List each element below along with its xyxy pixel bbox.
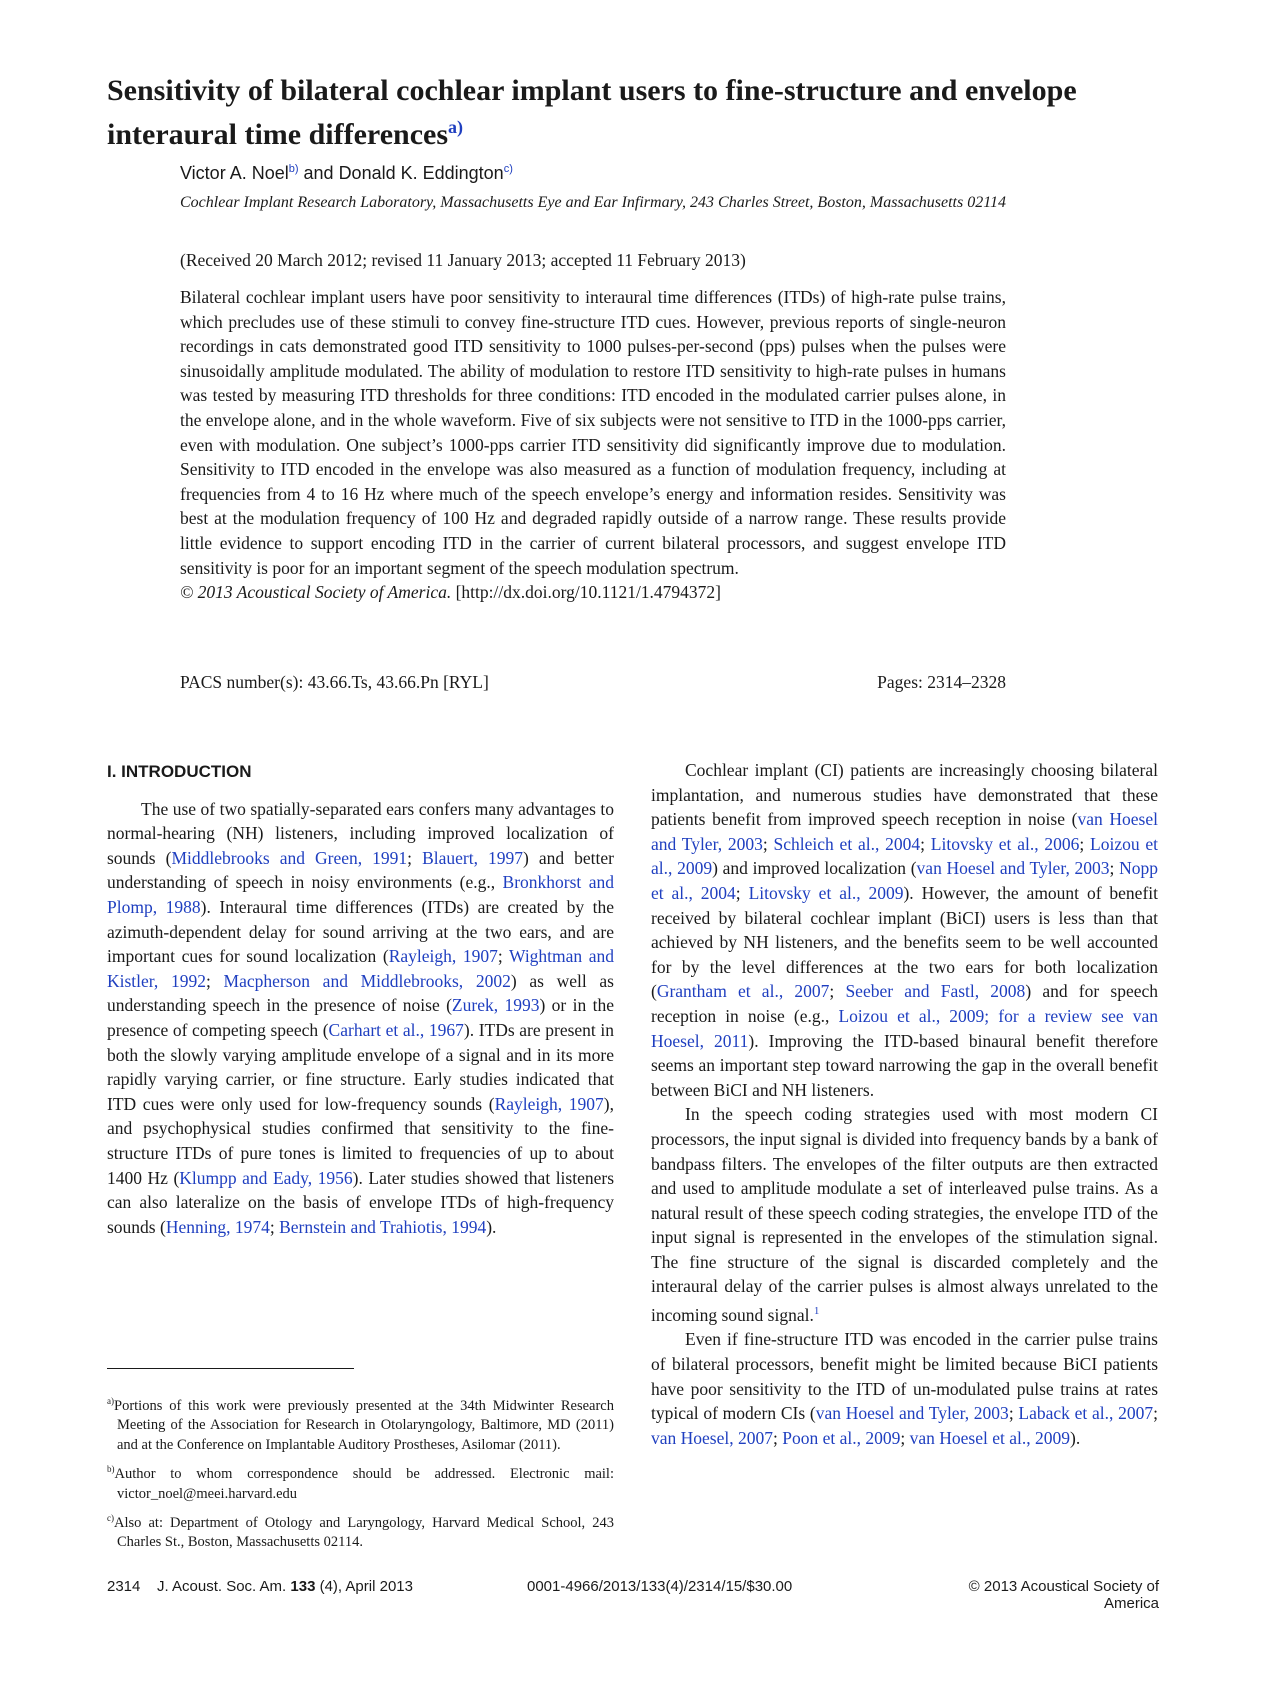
paragraph-text: ) and for speech reception in noise (e.g., bbox=[651, 981, 1158, 1026]
author-name: Donald K. Eddington bbox=[338, 163, 504, 183]
paragraph-text: ; bbox=[1109, 858, 1120, 879]
pacs-numbers: PACS number(s): 43.66.Ts, 43.66.Pn [RYL] bbox=[180, 672, 489, 692]
paragraph-text: ). ITDs are present in both the slowly varying amplitude envelope of a signal and in its more rapidly varying carrier, or fine structure. Early studies indicated that ITD cues were only used for low-frequency sounds ( bbox=[107, 1019, 614, 1114]
citation-link[interactable]: van Hoesel et al., 2009 bbox=[909, 1427, 1070, 1448]
paragraph-text: ; bbox=[829, 981, 846, 1002]
citation-link[interactable]: Blauert, 1997 bbox=[422, 847, 523, 868]
footnote-mark: b) bbox=[107, 1464, 115, 1475]
paragraph bbox=[107, 797, 614, 1240]
citation-link[interactable]: Klumpp and Eady, 1956 bbox=[179, 1167, 353, 1188]
right-column bbox=[651, 758, 1158, 1450]
footnote-text: Author to whom correspondence should be addressed. Electronic mail: victor_noel@meei.harvard.edu bbox=[114, 1466, 614, 1502]
received-dates: (Received 20 March 2012; revised 11 January 2013; accepted 11 February 2013) bbox=[180, 250, 746, 270]
author-footnote-mark[interactable]: c) bbox=[503, 163, 513, 175]
citation-link[interactable]: Rayleigh, 1907 bbox=[494, 1093, 604, 1114]
page-range: Pages: 2314–2328 bbox=[877, 672, 1006, 692]
citation-link[interactable]: Macpherson and Middlebrooks, 2002 bbox=[223, 970, 511, 991]
footnotes bbox=[107, 1392, 614, 1558]
citation-link[interactable]: van Hoesel and Tyler, 2003 bbox=[916, 858, 1110, 879]
paragraph-text: ; bbox=[269, 1216, 280, 1237]
footnote bbox=[107, 1460, 614, 1504]
paragraph-text: ; bbox=[920, 833, 931, 854]
left-column bbox=[107, 760, 614, 1239]
author-conjunction: and bbox=[298, 163, 339, 183]
footnote bbox=[107, 1392, 614, 1455]
citation-link[interactable]: Loizou et al., 2009 bbox=[651, 833, 1158, 879]
citation-link[interactable]: van Hoesel and Tyler, 2003 bbox=[815, 1403, 1009, 1424]
paragraph-text: Even if fine-structure ITD was encoded in the carrier pulse trains of bilateral processors, benefit might be limited because BiCI patients have poor sensitivity to the ITD of un-modulated pulse trains at rates typical of modern CIs ( bbox=[651, 1329, 1158, 1424]
paragraph-text: ; bbox=[205, 970, 224, 991]
paragraph bbox=[651, 1327, 1158, 1450]
footnote-divider bbox=[107, 1368, 354, 1369]
paragraph-text: ; bbox=[773, 1427, 783, 1448]
paragraph-text: ) and better understanding of speech in noisy environments (e.g., bbox=[107, 847, 614, 893]
footnote-mark: a) bbox=[107, 1396, 114, 1406]
page-footer bbox=[107, 1578, 1159, 1612]
paragraph-text: Cochlear implant (CI) patients are increasingly choosing bilateral implantation, and numerous studies have demonstrated that these patients benefit from improved speech reception in noise ( bbox=[651, 760, 1158, 830]
citation-link[interactable]: Wightman and Kistler, 1992 bbox=[107, 946, 615, 991]
paragraph-text: ; bbox=[900, 1427, 910, 1448]
citation-link[interactable]: Nopp et al., 2004 bbox=[651, 858, 1158, 903]
section-heading: I. INTRODUCTION bbox=[107, 762, 252, 781]
citation-link[interactable]: Litovsky et al., 2006 bbox=[930, 833, 1080, 854]
footnote bbox=[107, 1509, 614, 1553]
citation-link[interactable]: van Hoesel, 2007 bbox=[651, 1427, 773, 1448]
article-code: 0001-4966/2013/133(4)/2314/15/$30.00 bbox=[527, 1578, 793, 1595]
paragraph-text: ; bbox=[1153, 1403, 1158, 1424]
paragraph bbox=[651, 1102, 1158, 1327]
paragraph-text: ; bbox=[1008, 1403, 1019, 1424]
author-line bbox=[180, 163, 513, 184]
paragraph-text: ). bbox=[1070, 1427, 1081, 1448]
citation-link[interactable]: Seeber and Fastl, 2008 bbox=[845, 981, 1026, 1002]
title-footnote-mark[interactable]: a) bbox=[448, 117, 464, 137]
citation-link[interactable]: Laback et al., 2007 bbox=[1018, 1403, 1154, 1424]
footnote-text: Also at: Department of Otology and Laryngology, Harvard Medical School, 243 Charles St., Boston, Massachusetts 02114. bbox=[114, 1514, 614, 1551]
paragraph-text: ; bbox=[735, 882, 749, 903]
doi-link[interactable]: [http://dx.doi.org/10.1121/1.4794372] bbox=[451, 582, 722, 603]
citation-link[interactable]: Middlebrooks and Green, 1991 bbox=[171, 847, 408, 868]
paragraph bbox=[651, 758, 1158, 1102]
paragraph-text: ; bbox=[497, 946, 509, 967]
citation-link[interactable]: Bernstein and Trahiotis, 1994 bbox=[279, 1216, 487, 1237]
footnote-text: Portions of this work were previously presented at the 34th Midwinter Research Meeting of the Association for Research in Otolaryngology, Baltimore, MD (2011) and at the Conference on Implantable Auditory Prostheses, Asilomar (2011). bbox=[114, 1397, 614, 1453]
citation-link[interactable]: Loizou et al., 2009; for a review see van Hoesel, 2011 bbox=[651, 1005, 1158, 1051]
paragraph-text: ) as well as understanding speech in the presence of noise ( bbox=[107, 970, 614, 1016]
pacs-line bbox=[180, 672, 1006, 693]
journal-citation bbox=[157, 1578, 527, 1612]
paragraph-text: ; bbox=[1079, 833, 1091, 854]
paragraph-text: ). However, the amount of benefit received by bilateral cochlear implant (BiCI) users is less than that achieved by NH listeners, and the benefits seem to be well accounted for by the level differences at the two ears for both localization ( bbox=[651, 882, 1158, 1002]
author-name: Victor A. Noel bbox=[180, 163, 289, 183]
footer-copyright: © 2013 Acoustical Society of America bbox=[968, 1578, 1159, 1612]
paragraph-text: ) or in the presence of competing speech ( bbox=[107, 995, 614, 1040]
affiliation: Cochlear Implant Research Laboratory, Massachusetts Eye and Ear Infirmary, 243 Charles Street, Boston, Massachusetts 02114 bbox=[180, 194, 1007, 211]
paragraph-text: ). bbox=[486, 1216, 497, 1237]
paper-title-text: Sensitivity of bilateral cochlear implant users to fine-structure and envelope interaural time differences bbox=[107, 74, 1077, 151]
author-footnote-mark[interactable]: b) bbox=[288, 163, 299, 175]
paragraph-text: ; bbox=[407, 847, 423, 868]
citation-link[interactable]: Zurek, 1993 bbox=[451, 995, 540, 1016]
citation-link[interactable]: Poon et al., 2009 bbox=[782, 1427, 901, 1448]
footnote-mark: c) bbox=[107, 1513, 114, 1524]
citation-link[interactable]: van Hoesel and Tyler, 2003 bbox=[651, 809, 1158, 854]
paragraph-text: ; bbox=[762, 833, 774, 854]
journal-issue: (4), April 2013 bbox=[315, 1578, 413, 1595]
paragraph-text: ) and improved localization ( bbox=[712, 858, 917, 879]
page-number: 2314 bbox=[107, 1578, 141, 1595]
paragraph-text: ). Improving the ITD-based binaural benefit therefore seems an important step toward narrowing the gap in the overall benefit between BiCI and NH listeners. bbox=[651, 1030, 1159, 1100]
citation-link[interactable]: Grantham et al., 2007 bbox=[656, 981, 830, 1002]
citation-link[interactable]: Schleich et al., 2004 bbox=[773, 833, 921, 854]
paper-title bbox=[107, 72, 1167, 153]
journal-name: J. Acoust. Soc. Am. bbox=[157, 1578, 291, 1595]
citation-link[interactable]: Rayleigh, 1907 bbox=[388, 946, 498, 967]
citation-link[interactable]: Bronkhorst and Plomp, 1988 bbox=[107, 872, 614, 917]
citation-link[interactable]: Henning, 1974 bbox=[165, 1216, 270, 1237]
abstract-text: Bilateral cochlear implant users have poor sensitivity to interaural time differences (ITDs) of high-rate pulse trains, which precludes use of these stimuli to convey fine-structure ITD cues. However, previous reports of single-neuron recordings in cats demonstrated good ITD sensitivity to 1000 pulses-per-second (pps) pulses when the pulses were sinusoidally amplitude modulated. The ability of modulation to restore ITD sensitivity to high-rate pulses in humans was tested by measuring ITD thresholds for three conditions: ITD encoded in the modulated carrier pulses alone, in the envelope alone, and in the whole waveform. Five of six subjects were not sensitive to ITD in the 1000-pps carrier, even with modulation. One subject’s 1000-pps carrier ITD sensitivity did significantly improve due to modulation. Sensitivity to ITD encoded in the envelope was also measured as a function of modulation frequency, including at frequencies from 4 to 16 Hz where much of the speech envelope’s energy and information resides. Sensitivity was best at the modulation frequency of 100 Hz and degraded rapidly outside of a narrow range. These results provide little evidence to support encoding ITD in the carrier of current bilateral processors, and suggest envelope ITD sensitivity is poor for an important segment of the speech modulation spectrum. bbox=[180, 287, 1006, 578]
endnote-mark[interactable]: 1 bbox=[813, 1305, 820, 1318]
paragraph-text: ). Later studies showed that listeners can also lateralize on the basis of envelope ITDs of high-frequency sounds ( bbox=[107, 1167, 615, 1237]
journal-volume: 133 bbox=[290, 1578, 316, 1595]
abstract bbox=[180, 285, 1006, 605]
paragraph-text: In the speech coding strategies used with most modern CI processors, the input signal is divided into frequency bands by a bank of bandpass filters. The envelopes of the filter outputs are then extracted and used to amplitude modulate a set of interleaved pulse trains. As a natural result of these speech coding strategies, the envelope ITD of the input signal is represented in the envelopes of the stimulation signal. The fine structure of the signal is discarded completely and the interaural delay of the carrier pulses is almost always unrelated to the incoming sound signal. bbox=[651, 1104, 1158, 1325]
citation-link[interactable]: Carhart et al., 1967 bbox=[328, 1019, 464, 1040]
paragraph-text: ). Interaural time differences (ITDs) are created by the azimuth-dependent delay for sound arriving at the two ears, and are important cues for sound localization ( bbox=[107, 896, 614, 967]
citation-link[interactable]: Litovsky et al., 2009 bbox=[748, 882, 904, 903]
abstract-copyright: © 2013 Acoustical Society of America. bbox=[180, 582, 452, 603]
paragraph-text: ), and psychophysical studies confirmed that sensitivity to the fine-structure ITDs of pure tones is limited to frequencies of up to about 1400 Hz ( bbox=[107, 1093, 614, 1188]
paragraph-text: The use of two spatially-separated ears confers many advantages to normal-hearing (NH) listeners, including improved localization of sounds ( bbox=[107, 798, 614, 868]
